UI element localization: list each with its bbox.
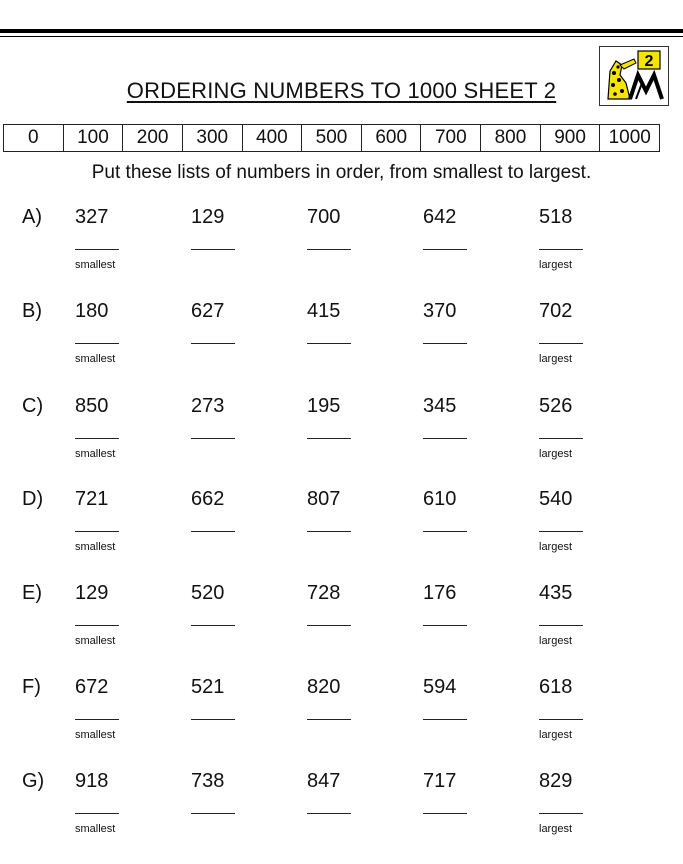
instructions: Put these lists of numbers in order, from smallest to largest. <box>91 162 592 183</box>
number-to-order: 129 <box>75 582 109 604</box>
number-line-cell: 200 <box>123 125 183 151</box>
number-to-order: 847 <box>307 770 341 792</box>
number-line-table <box>3 124 660 152</box>
answer-blank[interactable] <box>75 438 119 439</box>
number-to-order: 642 <box>423 206 457 228</box>
answer-blank[interactable] <box>75 625 119 626</box>
number-to-order: 850 <box>75 395 109 417</box>
smallest-label: smallest <box>75 259 116 271</box>
number-line-cell: 100 <box>64 125 124 151</box>
problem-e <box>0 582 683 676</box>
number-line-cell: 900 <box>541 125 601 151</box>
number-to-order: 610 <box>423 488 457 510</box>
number-line-cell: 600 <box>362 125 422 151</box>
problem-g <box>0 770 683 864</box>
number-to-order: 195 <box>307 395 341 417</box>
answer-blank[interactable] <box>75 343 119 344</box>
number-to-order: 273 <box>191 395 225 417</box>
number-to-order: 345 <box>423 395 457 417</box>
answer-blank[interactable] <box>539 531 583 532</box>
number-line-cell: 800 <box>481 125 541 151</box>
number-to-order: 129 <box>191 206 225 228</box>
problem-c <box>0 395 683 489</box>
number-to-order: 180 <box>75 300 109 322</box>
answer-blank[interactable] <box>191 625 235 626</box>
answer-blank[interactable] <box>423 438 467 439</box>
largest-label: largest <box>539 635 573 647</box>
problem-letter: G) <box>22 770 45 792</box>
number-line-cell: 0 <box>4 125 64 151</box>
problem-a <box>0 206 683 300</box>
smallest-label: smallest <box>75 448 116 460</box>
answer-blank[interactable] <box>423 813 467 814</box>
answer-blank[interactable] <box>423 249 467 250</box>
svg-text:2: 2 <box>644 53 654 70</box>
problem-letter: C) <box>22 395 44 417</box>
answer-blank[interactable] <box>307 625 351 626</box>
answer-blank[interactable] <box>191 719 235 720</box>
answer-blank[interactable] <box>191 813 235 814</box>
answer-blank[interactable] <box>539 719 583 720</box>
grade-2-logo-icon <box>599 46 669 106</box>
problem-d <box>0 488 683 582</box>
largest-label: largest <box>539 353 573 365</box>
answer-blank[interactable] <box>539 625 583 626</box>
number-to-order: 918 <box>75 770 109 792</box>
problem-letter: E) <box>22 582 42 604</box>
problem-letter: A) <box>22 206 42 228</box>
smallest-label: smallest <box>75 729 116 741</box>
number-to-order: 526 <box>539 395 573 417</box>
problem-letter: D) <box>22 488 44 510</box>
answer-blank[interactable] <box>191 438 235 439</box>
answer-blank[interactable] <box>539 813 583 814</box>
largest-label: largest <box>539 541 573 553</box>
number-to-order: 540 <box>539 488 573 510</box>
answer-blank[interactable] <box>307 343 351 344</box>
number-line-cell: 1000 <box>608 127 651 148</box>
answer-blank[interactable] <box>75 531 119 532</box>
answer-blank[interactable] <box>191 343 235 344</box>
number-to-order: 594 <box>423 676 457 698</box>
number-line-cell: 500 <box>302 125 362 151</box>
smallest-label: smallest <box>75 541 116 553</box>
number-to-order: 435 <box>539 582 573 604</box>
smallest-label: smallest <box>75 823 116 835</box>
smallest-label: smallest <box>75 353 116 365</box>
answer-blank[interactable] <box>75 249 119 250</box>
number-to-order: 700 <box>307 206 341 228</box>
answer-blank[interactable] <box>539 343 583 344</box>
header-rule <box>0 29 683 33</box>
answer-blank[interactable] <box>539 249 583 250</box>
largest-label: largest <box>539 823 573 835</box>
header-rule-thin <box>0 36 683 37</box>
number-line-cell: 700 <box>421 125 481 151</box>
number-to-order: 807 <box>307 488 341 510</box>
number-to-order: 370 <box>423 300 457 322</box>
number-to-order: 721 <box>75 488 109 510</box>
answer-blank[interactable] <box>75 813 119 814</box>
number-to-order: 717 <box>423 770 457 792</box>
number-to-order: 618 <box>539 676 573 698</box>
number-to-order: 829 <box>539 770 573 792</box>
answer-blank[interactable] <box>75 719 119 720</box>
number-to-order: 518 <box>539 206 573 228</box>
answer-blank[interactable] <box>191 531 235 532</box>
answer-blank[interactable] <box>423 719 467 720</box>
answer-blank[interactable] <box>307 249 351 250</box>
largest-label: largest <box>539 259 573 271</box>
answer-blank[interactable] <box>423 625 467 626</box>
number-to-order: 327 <box>75 206 109 228</box>
number-to-order: 728 <box>307 582 341 604</box>
problem-b <box>0 300 683 394</box>
largest-label: largest <box>539 729 573 741</box>
answer-blank[interactable] <box>307 531 351 532</box>
number-to-order: 520 <box>191 582 225 604</box>
number-to-order: 415 <box>307 300 341 322</box>
answer-blank[interactable] <box>423 531 467 532</box>
answer-blank[interactable] <box>191 249 235 250</box>
number-to-order: 662 <box>191 488 225 510</box>
answer-blank[interactable] <box>423 343 467 344</box>
number-to-order: 672 <box>75 676 109 698</box>
answer-blank[interactable] <box>307 438 351 439</box>
number-line-cell: 400 <box>243 125 303 151</box>
answer-blank[interactable] <box>307 813 351 814</box>
number-to-order: 702 <box>539 300 573 322</box>
largest-label: largest <box>539 448 573 460</box>
answer-blank[interactable] <box>307 719 351 720</box>
problem-f <box>0 676 683 770</box>
number-to-order: 176 <box>423 582 457 604</box>
answer-blank[interactable] <box>539 438 583 439</box>
number-to-order: 627 <box>191 300 225 322</box>
number-to-order: 738 <box>191 770 225 792</box>
problem-letter: F) <box>22 676 41 698</box>
problem-letter: B) <box>22 300 42 322</box>
number-to-order: 820 <box>307 676 341 698</box>
number-line-cell: 300 <box>183 125 243 151</box>
smallest-label: smallest <box>75 635 116 647</box>
number-to-order: 521 <box>191 676 225 698</box>
worksheet-title: ORDERING NUMBERS TO 1000 SHEET 2 <box>126 78 557 103</box>
